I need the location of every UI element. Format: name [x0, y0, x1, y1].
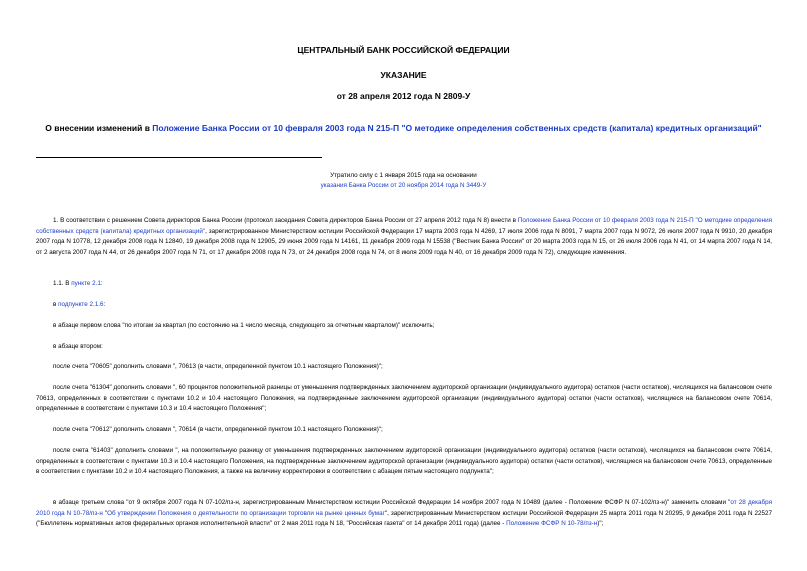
paragraph-7: после счета "61304" дополнить словами ", 60 процентов положительной разницы от уменьшения подтвержденных заключением аудиторской организации (индивидуального аудитора) остатков (части остатков), числящихся на балансовом счете 70613, определенных в соответствии с пунктами 10.2 и 10.4 настоящего Положения, на подтвержденные заключением аудиторской организации (индивидуального аудитора) остатки (части остатков), числящиеся на балансовом счете 70614, определенные в соответствии с пунктами 10.3 и 10.4 настоящего Положения"; — [36, 384, 772, 413]
paragraph-1 — [36, 216, 772, 258]
issuer-heading: ЦЕНТРАЛЬНЫЙ БАНК РОССИЙСКОЙ ФЕДЕРАЦИИ — [297, 45, 510, 55]
status-note — [0, 171, 807, 191]
paragraph-9: после счета "61403" дополнить словами ", на положительную разницу от уменьшения подтвержденных заключением аудиторской организации (индивидуального аудитора) остатков (части остатков), числящихся на балансовом счете 70614, определенных в соответствии с пунктами 10.3 и 10.4 настоящего Положения, на подтвержденные заключением аудиторской организации (индивидуального аудитора) остатки (части остатков), числящиеся на балансовом счете 70613, определенные в соответствии с пунктами 10.2 и 10.4 настоящего Положения, а также на величину корректировки в соответствии с абзацем пятым настоящего подпункта"; — [36, 447, 772, 476]
title-link[interactable]: Положение Банка России от 10 февраля 2003 года N 215-П "О методике определения собственных средств (капитала) кредитных организаций" — [152, 123, 762, 133]
fsfr-regulation-link[interactable]: Положение ФСФР N 10-78/пз-н — [506, 520, 598, 528]
clause-link[interactable]: пункте 2.1 — [71, 280, 101, 287]
document-date: от 28 апреля 2012 года N 2809-У — [336, 91, 471, 101]
paragraph-subclause — [36, 300, 772, 311]
regulation-link[interactable]: Положение Банка России от 10 февраля 2003 года N 215-П "О методике определения собственных средств (капитала) кредитных организаций" — [36, 217, 772, 235]
text: ", зарегистрированным Министерством юстиции Российской Федерации 25 марта 2011 года N 20295, 9 декабря 2011 года N 22527 ("Бюллетень нормативных актов федеральных органов исполнительной власти" от 2 мая 2011 года N 18, "Российская газета" от 14 декабря 2011 года) (далее - — [36, 509, 772, 528]
paragraph-8: после счета "70612" дополнить словами ", 70614 (в части, определенной пунктом 10.1 настоящего Положения)"; — [53, 426, 383, 433]
text: в абзаце третьем слова "от 9 октября 2007 года N 07-102/пз-н, зарегистрированным Министерством юстиции Российской Федерации 14 ноября 2007 года N 10489 (далее - Положение ФСФР N 07-102/пз-н)" заменить словами " — [53, 499, 731, 506]
subclause-link[interactable]: подпункте 2.1.6 — [58, 301, 104, 308]
text: 1. В соответствии с решением Совета директоров Банка России (протокол заседания Совета директоров Банка России от 27 апреля 2012 года N 8) внести в — [53, 217, 518, 224]
title-prefix: О внесении изменений в — [45, 123, 153, 133]
text: )"; — [597, 520, 604, 528]
regulation-title-link[interactable]: Об утверждении Положения о деятельности по организации торговли на рынке ценных бумаг — [107, 509, 385, 517]
text: , зарегистрированное Министерством юстиции Российской Федерации 17 марта 2003 года N 4269, 17 июля 2006 года N 8091, 7 марта 2007 года N 9072, 26 июля 2007 года N 9910, 20 декабря 2007 года N 10778, 12 декабря 2008 года N 12840, 19 декабря 2008 года N 12905, 29 июня 2009 года N 14161, 11 декабря 2009 года N 15538 ("Вестник Банка России" от 20 марта 2003 года N 15, от 26 июля 2006 года N 41, от 14 марта 2007 года N 14, от 2 августа 2007 года N 44, от 26 декабря 2007 года N 71, от 17 декабря 2008 года N 73, от 24 декабря 2008 года N 74, от 8 июля 2009 года N 40, от 16 декабря 2009 года N 72), следующие изменения. — [36, 227, 772, 256]
paragraph-5: в абзаце втором: — [53, 343, 103, 350]
divider — [36, 157, 322, 158]
paragraph-1-1 — [36, 279, 772, 290]
text: " — [102, 509, 108, 517]
paragraph-10 — [36, 498, 772, 530]
text: в — [53, 301, 59, 308]
document-type: УКАЗАНИЕ — [380, 70, 427, 80]
text: : — [103, 301, 106, 308]
text: : — [100, 280, 103, 287]
document-title — [40, 123, 767, 134]
status-note-text: Утратило силу с 1 января 2015 года на основании — [330, 172, 477, 179]
paragraph-6: после счета "70605" дополнить словами ", 70613 (в части, определенной пунктом 10.1 настоящего Положения)"; — [53, 363, 383, 370]
status-note-link[interactable]: указания Банка России от 20 ноября 2014 года N 3449-У — [320, 182, 487, 189]
order-link[interactable]: от 28 декабря 2010 года N 10-78/пз-н — [36, 499, 772, 517]
paragraph-4: в абзаце первом слова "по итогам за квартал (по состоянию на 1 число месяца, следующего за отчетным кварталом)" исключить; — [53, 322, 435, 329]
text: 1.1. В — [53, 280, 72, 287]
